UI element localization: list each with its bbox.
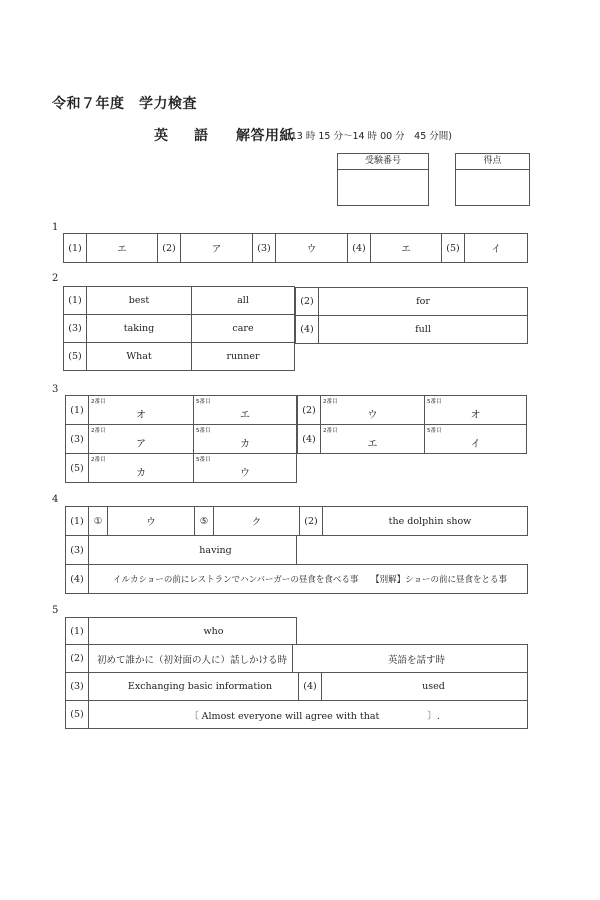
fifth-position-label: 5番目 — [427, 399, 442, 405]
second-position-label: 2番目 — [91, 428, 106, 434]
s4-q1-sub1-label: ① — [89, 507, 108, 536]
s3-q4-second-cell — [321, 425, 425, 454]
s5-q2-answer-a: 初めて誰かに（初対面の人に）話しかける時 — [89, 645, 293, 673]
s1-q1-answer: エ — [87, 234, 158, 263]
section-5-row-5 — [65, 700, 528, 729]
section-4-row-1 — [65, 506, 528, 536]
s4-q1-sub1-answer: ウ — [108, 507, 195, 536]
section-4-number: 4 — [52, 494, 59, 505]
s2-q3-answer-a: taking — [87, 315, 192, 343]
s2-q2-label: (2) — [296, 288, 319, 316]
s2-q3-label: (3) — [64, 315, 87, 343]
s3-q5-second-answer: カ — [136, 468, 146, 479]
s2-q1-label: (1) — [64, 287, 87, 315]
s4-q1-sub5-answer: ク — [214, 507, 300, 536]
s3-q1-fifth-answer: エ — [240, 410, 250, 421]
exam-number-box — [337, 153, 429, 206]
s3-q4-label: (4) — [298, 425, 321, 454]
exam-year-title: 令和７年度 学力検査 — [52, 96, 197, 112]
s2-q4-label: (4) — [296, 316, 319, 344]
s3-q3-second-cell — [89, 425, 194, 454]
s4-q3-answer: having — [89, 536, 297, 565]
s2-q2-answer: for — [319, 288, 528, 316]
section-2-right-table — [295, 287, 528, 344]
s5-q5-open-bracket: 〔 — [189, 710, 199, 722]
s1-q4-answer: エ — [371, 234, 442, 263]
s2-q1-answer-b: all — [192, 287, 295, 315]
s5-q5-close-bracket: 〕. — [427, 710, 440, 722]
s3-q1-second-answer: オ — [136, 410, 146, 421]
s4-q1-sub5-label: ⑤ — [195, 507, 214, 536]
score-box — [455, 153, 530, 206]
s2-q1-answer-a: best — [87, 287, 192, 315]
s5-q2-label: (2) — [66, 645, 89, 673]
s3-q2-fifth-cell — [425, 396, 527, 425]
section-3-left-table — [65, 395, 297, 483]
fifth-position-label: 5番目 — [196, 457, 211, 463]
section-2-number: 2 — [52, 273, 59, 284]
section-4-row-4 — [65, 564, 528, 594]
section-1-number: 1 — [52, 222, 59, 233]
fifth-position-label: 5番目 — [196, 399, 211, 405]
s1-q1-label: (1) — [64, 234, 87, 263]
s5-q2-answer-b: 英語を話す時 — [293, 645, 528, 673]
s3-q1-fifth-cell — [194, 396, 297, 425]
s1-q3-label: (3) — [253, 234, 276, 263]
s1-q5-label: (5) — [442, 234, 465, 263]
second-position-label: 2番目 — [323, 399, 338, 405]
section-5-number: 5 — [52, 605, 59, 616]
s4-q2-answer: the dolphin show — [323, 507, 528, 536]
section-5-row-2 — [65, 644, 528, 673]
s3-q5-fifth-cell — [194, 454, 297, 483]
s3-q2-label: (2) — [298, 396, 321, 425]
second-position-label: 2番目 — [323, 428, 338, 434]
s2-q5-answer-b: runner — [192, 343, 295, 371]
s3-q2-second-answer: ウ — [367, 410, 378, 421]
section-4-row-3 — [65, 535, 297, 565]
s5-q4-answer: used — [322, 673, 528, 701]
s3-q2-second-cell — [321, 396, 425, 425]
s4-q1-label: (1) — [66, 507, 89, 536]
s3-q3-fifth-answer: カ — [240, 439, 250, 450]
s5-q1-label: (1) — [66, 618, 89, 645]
subject-char-2: 語 — [194, 128, 209, 144]
s5-q5-answer: Almost everyone will agree with that — [201, 710, 380, 722]
s3-q3-label: (3) — [66, 425, 89, 454]
s1-q3-answer: ウ — [276, 234, 348, 263]
section-3-number: 3 — [52, 384, 59, 395]
s4-q4-label: (4) — [66, 565, 89, 594]
s3-q4-second-answer: エ — [367, 439, 378, 450]
s5-q5-cell — [89, 701, 528, 729]
section-5-row-3 — [65, 672, 528, 701]
s3-q2-fifth-answer: オ — [470, 410, 481, 421]
s3-q5-label: (5) — [66, 454, 89, 483]
s5-q3-label: (3) — [66, 673, 89, 701]
s4-q4-answer: イルカショーの前にレストランでハンバーガーの昼食を食べる事 【別解】ショーの前に昼食をとる事 — [89, 565, 528, 594]
subject-char-1: 英 — [154, 128, 169, 144]
s3-q4-fifth-answer: イ — [470, 439, 481, 450]
answer-sheet-label: 解答用紙 — [236, 128, 294, 144]
s1-q2-label: (2) — [158, 234, 181, 263]
s1-q4-label: (4) — [348, 234, 371, 263]
exam-time: (13 時 15 分～14 時 00 分 45 分間) — [287, 131, 452, 142]
second-position-label: 2番目 — [91, 457, 106, 463]
s5-q3-answer: Exchanging basic information — [89, 673, 299, 701]
s1-q2-answer: ア — [181, 234, 253, 263]
s4-q2-label: (2) — [300, 507, 323, 536]
s5-q4-label: (4) — [299, 673, 322, 701]
s2-q5-answer-a: What — [87, 343, 192, 371]
s3-q1-second-cell — [89, 396, 194, 425]
s3-q5-second-cell — [89, 454, 194, 483]
s1-q5-answer: イ — [465, 234, 528, 263]
s3-q3-fifth-cell — [194, 425, 297, 454]
section-2-left-table — [63, 286, 295, 371]
s3-q1-label: (1) — [66, 396, 89, 425]
s4-q3-label: (3) — [66, 536, 89, 565]
s3-q3-second-answer: ア — [136, 439, 146, 450]
subject-title — [154, 125, 294, 145]
s3-q4-fifth-cell — [425, 425, 527, 454]
second-position-label: 2番目 — [91, 399, 106, 405]
s2-q3-answer-b: care — [192, 315, 295, 343]
fifth-position-label: 5番目 — [196, 428, 211, 434]
s5-q5-label: (5) — [66, 701, 89, 729]
fifth-position-label: 5番目 — [427, 428, 442, 434]
section-5-row-1 — [65, 617, 297, 645]
s2-q4-answer: full — [319, 316, 528, 344]
s5-q1-answer: who — [89, 618, 297, 645]
section-3-right-table — [297, 395, 527, 454]
exam-number-label: 受験番号 — [338, 154, 428, 170]
s3-q5-fifth-answer: ウ — [240, 468, 250, 479]
score-label: 得点 — [456, 154, 529, 170]
section-1-table — [63, 233, 528, 263]
s2-q5-label: (5) — [64, 343, 87, 371]
